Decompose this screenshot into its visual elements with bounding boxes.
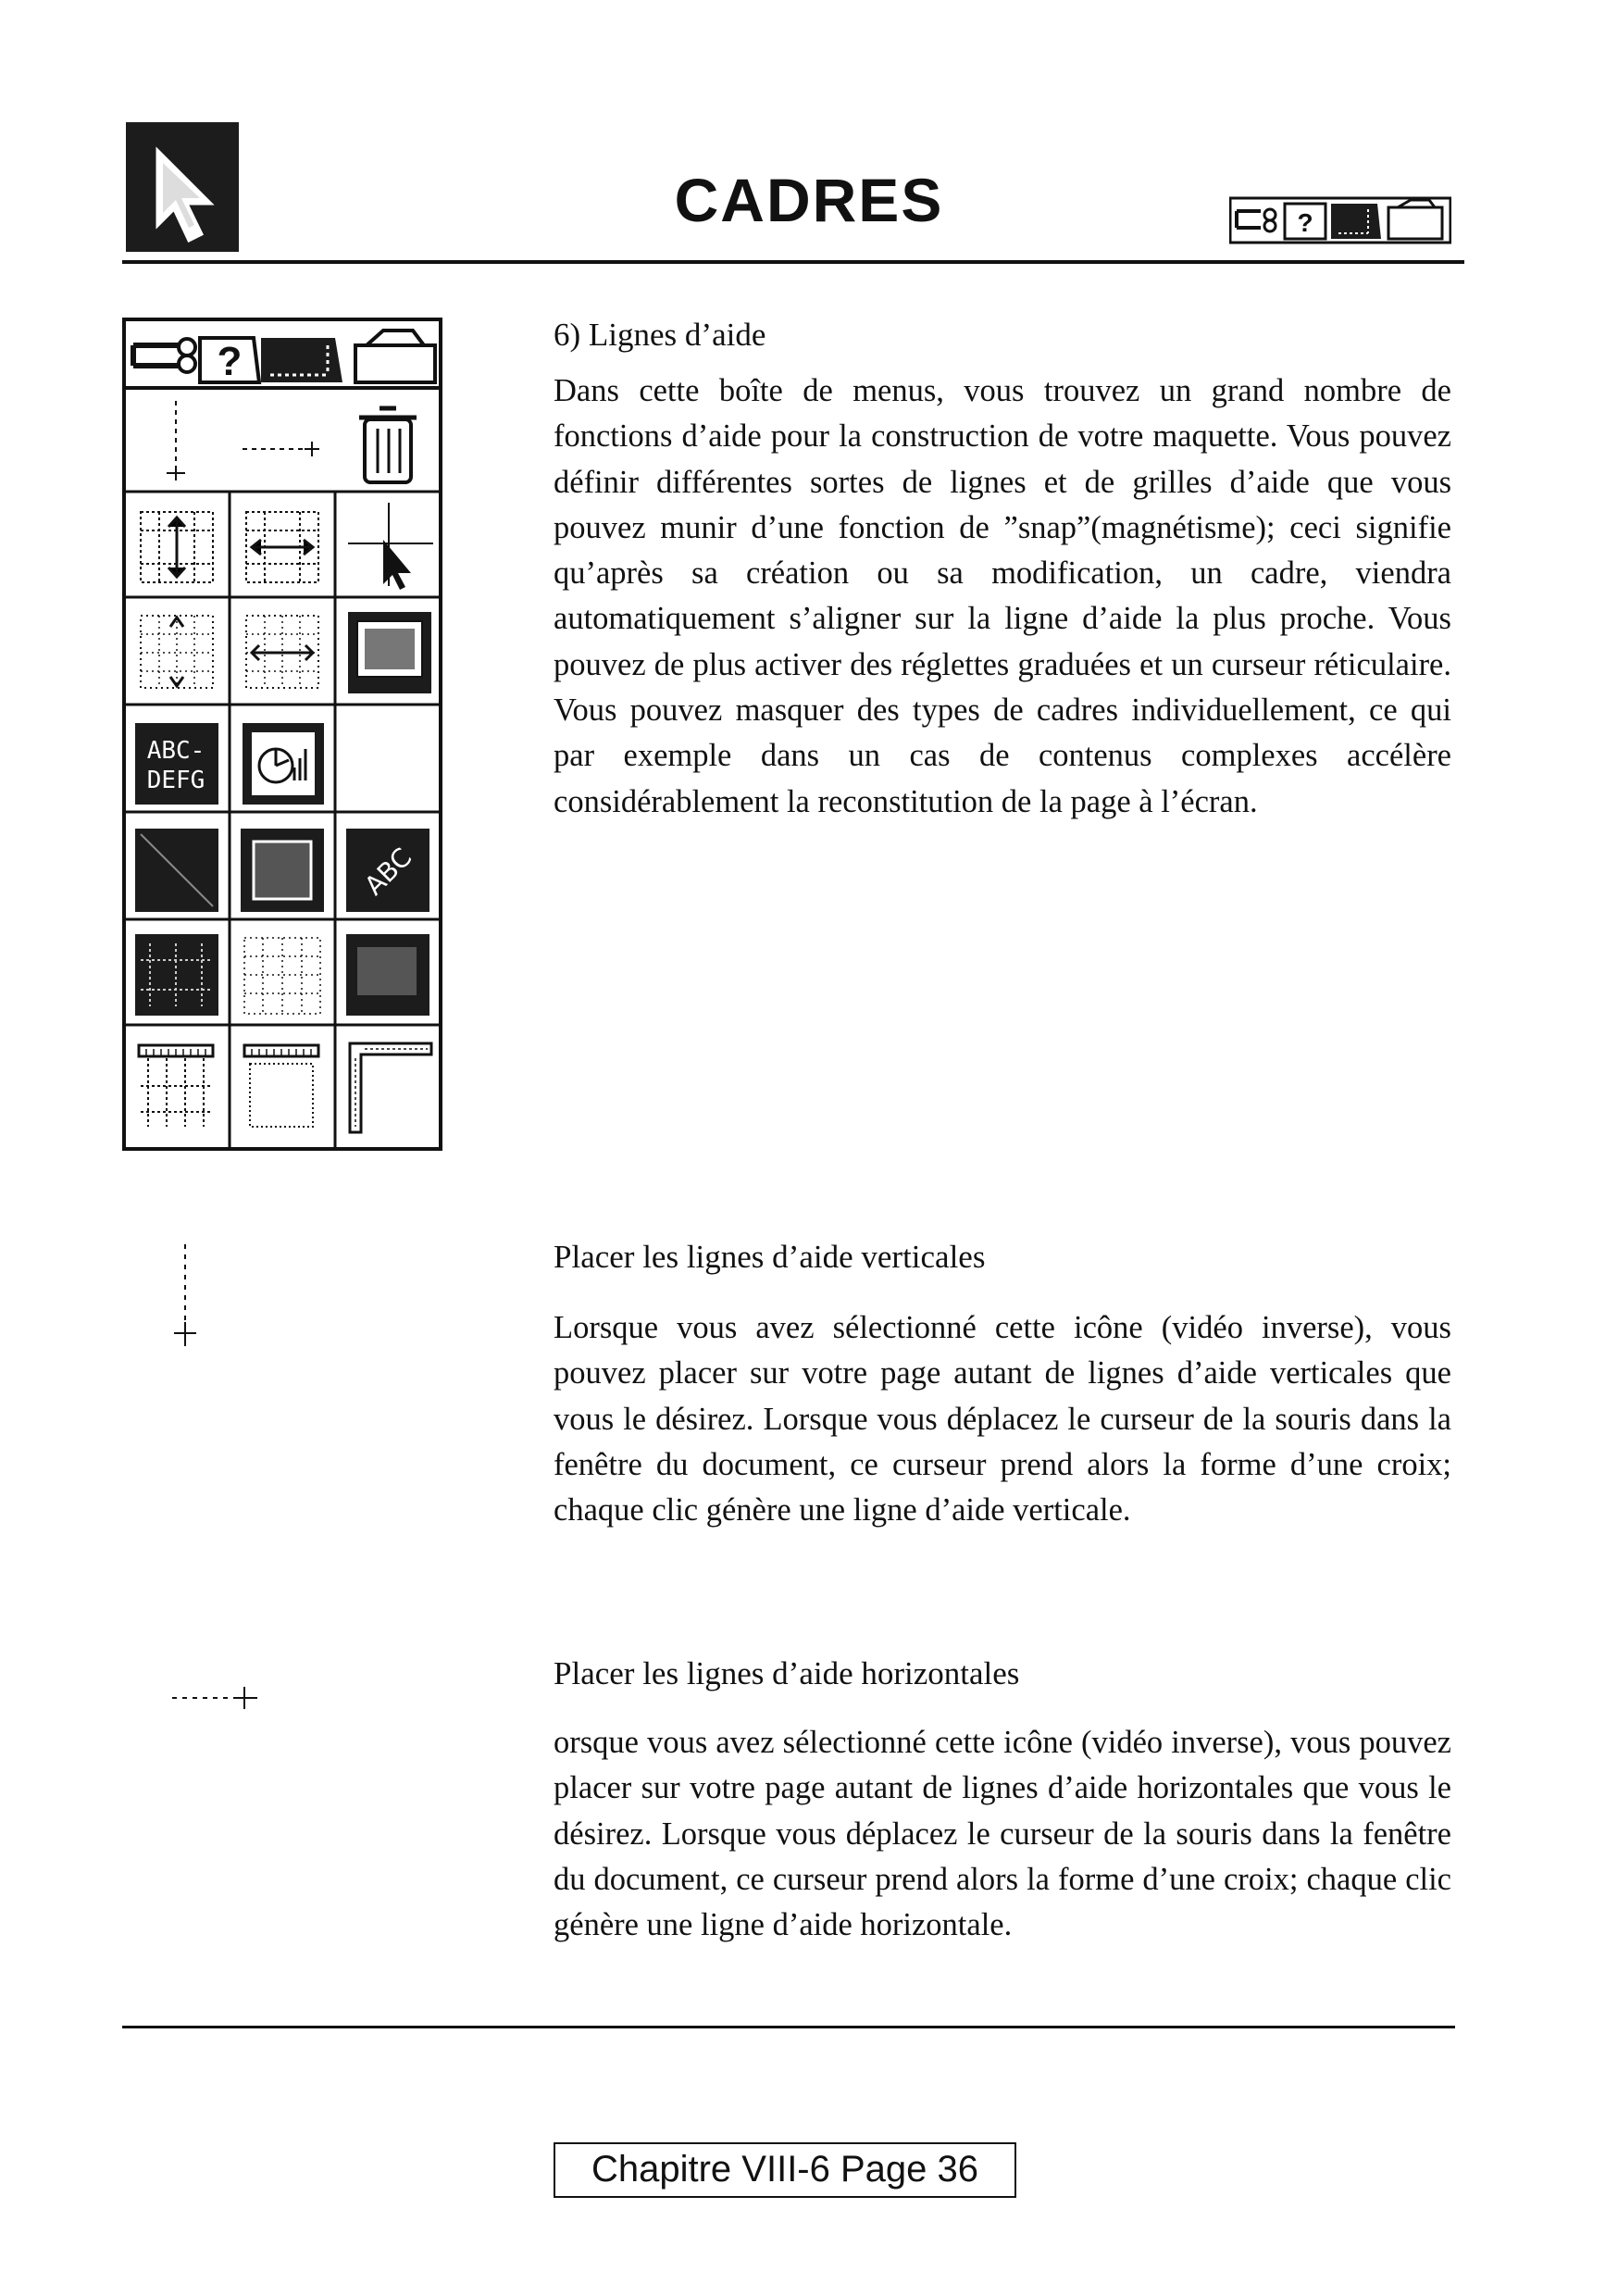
hide-frames-icon[interactable] xyxy=(346,934,429,1016)
horizontal-guide-icon xyxy=(168,1679,270,1716)
rotated-text-frame-icon[interactable] xyxy=(346,829,429,912)
palette-help-icon[interactable] xyxy=(200,338,259,384)
section-paragraph-horizontal-guides: orsque vous avez sélectionné cette icône (vidéo inverse), vous pouvez placer sur votre page autant de lignes d’aide horizontales que vous le désirez. Lorsque vous déplacez le curseur de la souris dans la fenêtre du document, ce curseur prend alors la forme d’une croix; chaque clic génère une ligne d’aide horizontale. xyxy=(554,1725,1451,1943)
palette-guides-tab-icon[interactable] xyxy=(261,338,342,382)
section-paragraph-vertical-guides: Lorsque vous avez sélectionné cette icône (vidéo inverse), vous pouvez placer sur votre page autant de lignes d’aide verticales que vous le désirez. Lorsque vous déplacez le curseur de la souris dans la fenêtre du document, ce curseur prend alors la forme d’une croix; chaque clic génère une ligne d’aide verticale. xyxy=(554,1310,1451,1529)
fill-frame-icon[interactable] xyxy=(241,829,324,912)
vertical-guide-icon xyxy=(167,1241,204,1352)
section-heading-help-lines: 6) Lignes d’aide xyxy=(554,317,766,353)
guides-tab-icon xyxy=(1331,204,1381,239)
grid-horizontal-snap-icon[interactable] xyxy=(246,616,318,688)
svg-text:DEFG: DEFG xyxy=(146,767,205,794)
column-guides-icon[interactable] xyxy=(141,512,213,582)
section-heading-vertical-guides: Placer les lignes d’aide verticales xyxy=(554,1239,986,1275)
svg-text:ABC-: ABC- xyxy=(146,737,205,765)
ruler-frame-icon[interactable] xyxy=(244,1045,318,1127)
guides-tool-palette xyxy=(122,318,442,1151)
picture-frame-icon[interactable] xyxy=(348,612,431,693)
grid-vertical-snap-icon[interactable] xyxy=(141,616,213,688)
section-paragraph-help-lines: Dans cette boîte de menus, vous trouvez un grand nombre de fonctions d’aide pour la construction de votre maquette. Vous pouvez définir différentes sortes de lignes et de grilles d’aide que vous pouvez munir d’une fonction de ”snap”(magnétisme); ceci signifie qu’après sa création ou sa modification, un cadre, viendra automatiquement s’aligner sur la ligne d’aide la plus proche. Vous pouvez de plus activer des réglettes graduées et un curseur réticulaire. Vous pouvez masquer des types de cadres individuellement, ce qui par exemple dans un cas de contenus complexes accélère considérablement la reconstitution de la page à l’écran. xyxy=(554,373,1451,819)
help-tab-icon xyxy=(1285,204,1326,239)
svg-text:ABC: ABC xyxy=(358,842,418,902)
header-rule xyxy=(122,260,1464,264)
section-heading-horizontal-guides: Placer les lignes d’aide horizontales xyxy=(554,1655,1020,1691)
page-title: CADRES xyxy=(674,166,944,234)
bottom-rule xyxy=(122,2026,1455,2028)
header-tab-icons xyxy=(1229,191,1451,244)
text-frame-icon[interactable] xyxy=(135,723,218,805)
show-guides-icon[interactable] xyxy=(135,934,218,1016)
image-frame-icon[interactable] xyxy=(243,723,324,805)
page-footer: Chapitre VIII-6 Page 36 xyxy=(554,2142,1016,2198)
palette-tab-row xyxy=(124,319,441,388)
show-grid-icon[interactable] xyxy=(244,938,320,1014)
svg-text:?: ? xyxy=(1297,208,1313,237)
line-frame-icon[interactable] xyxy=(135,829,218,912)
trash-icon[interactable] xyxy=(359,408,417,482)
svg-text:?: ? xyxy=(217,339,243,384)
spacing-guides-icon[interactable] xyxy=(246,512,318,582)
